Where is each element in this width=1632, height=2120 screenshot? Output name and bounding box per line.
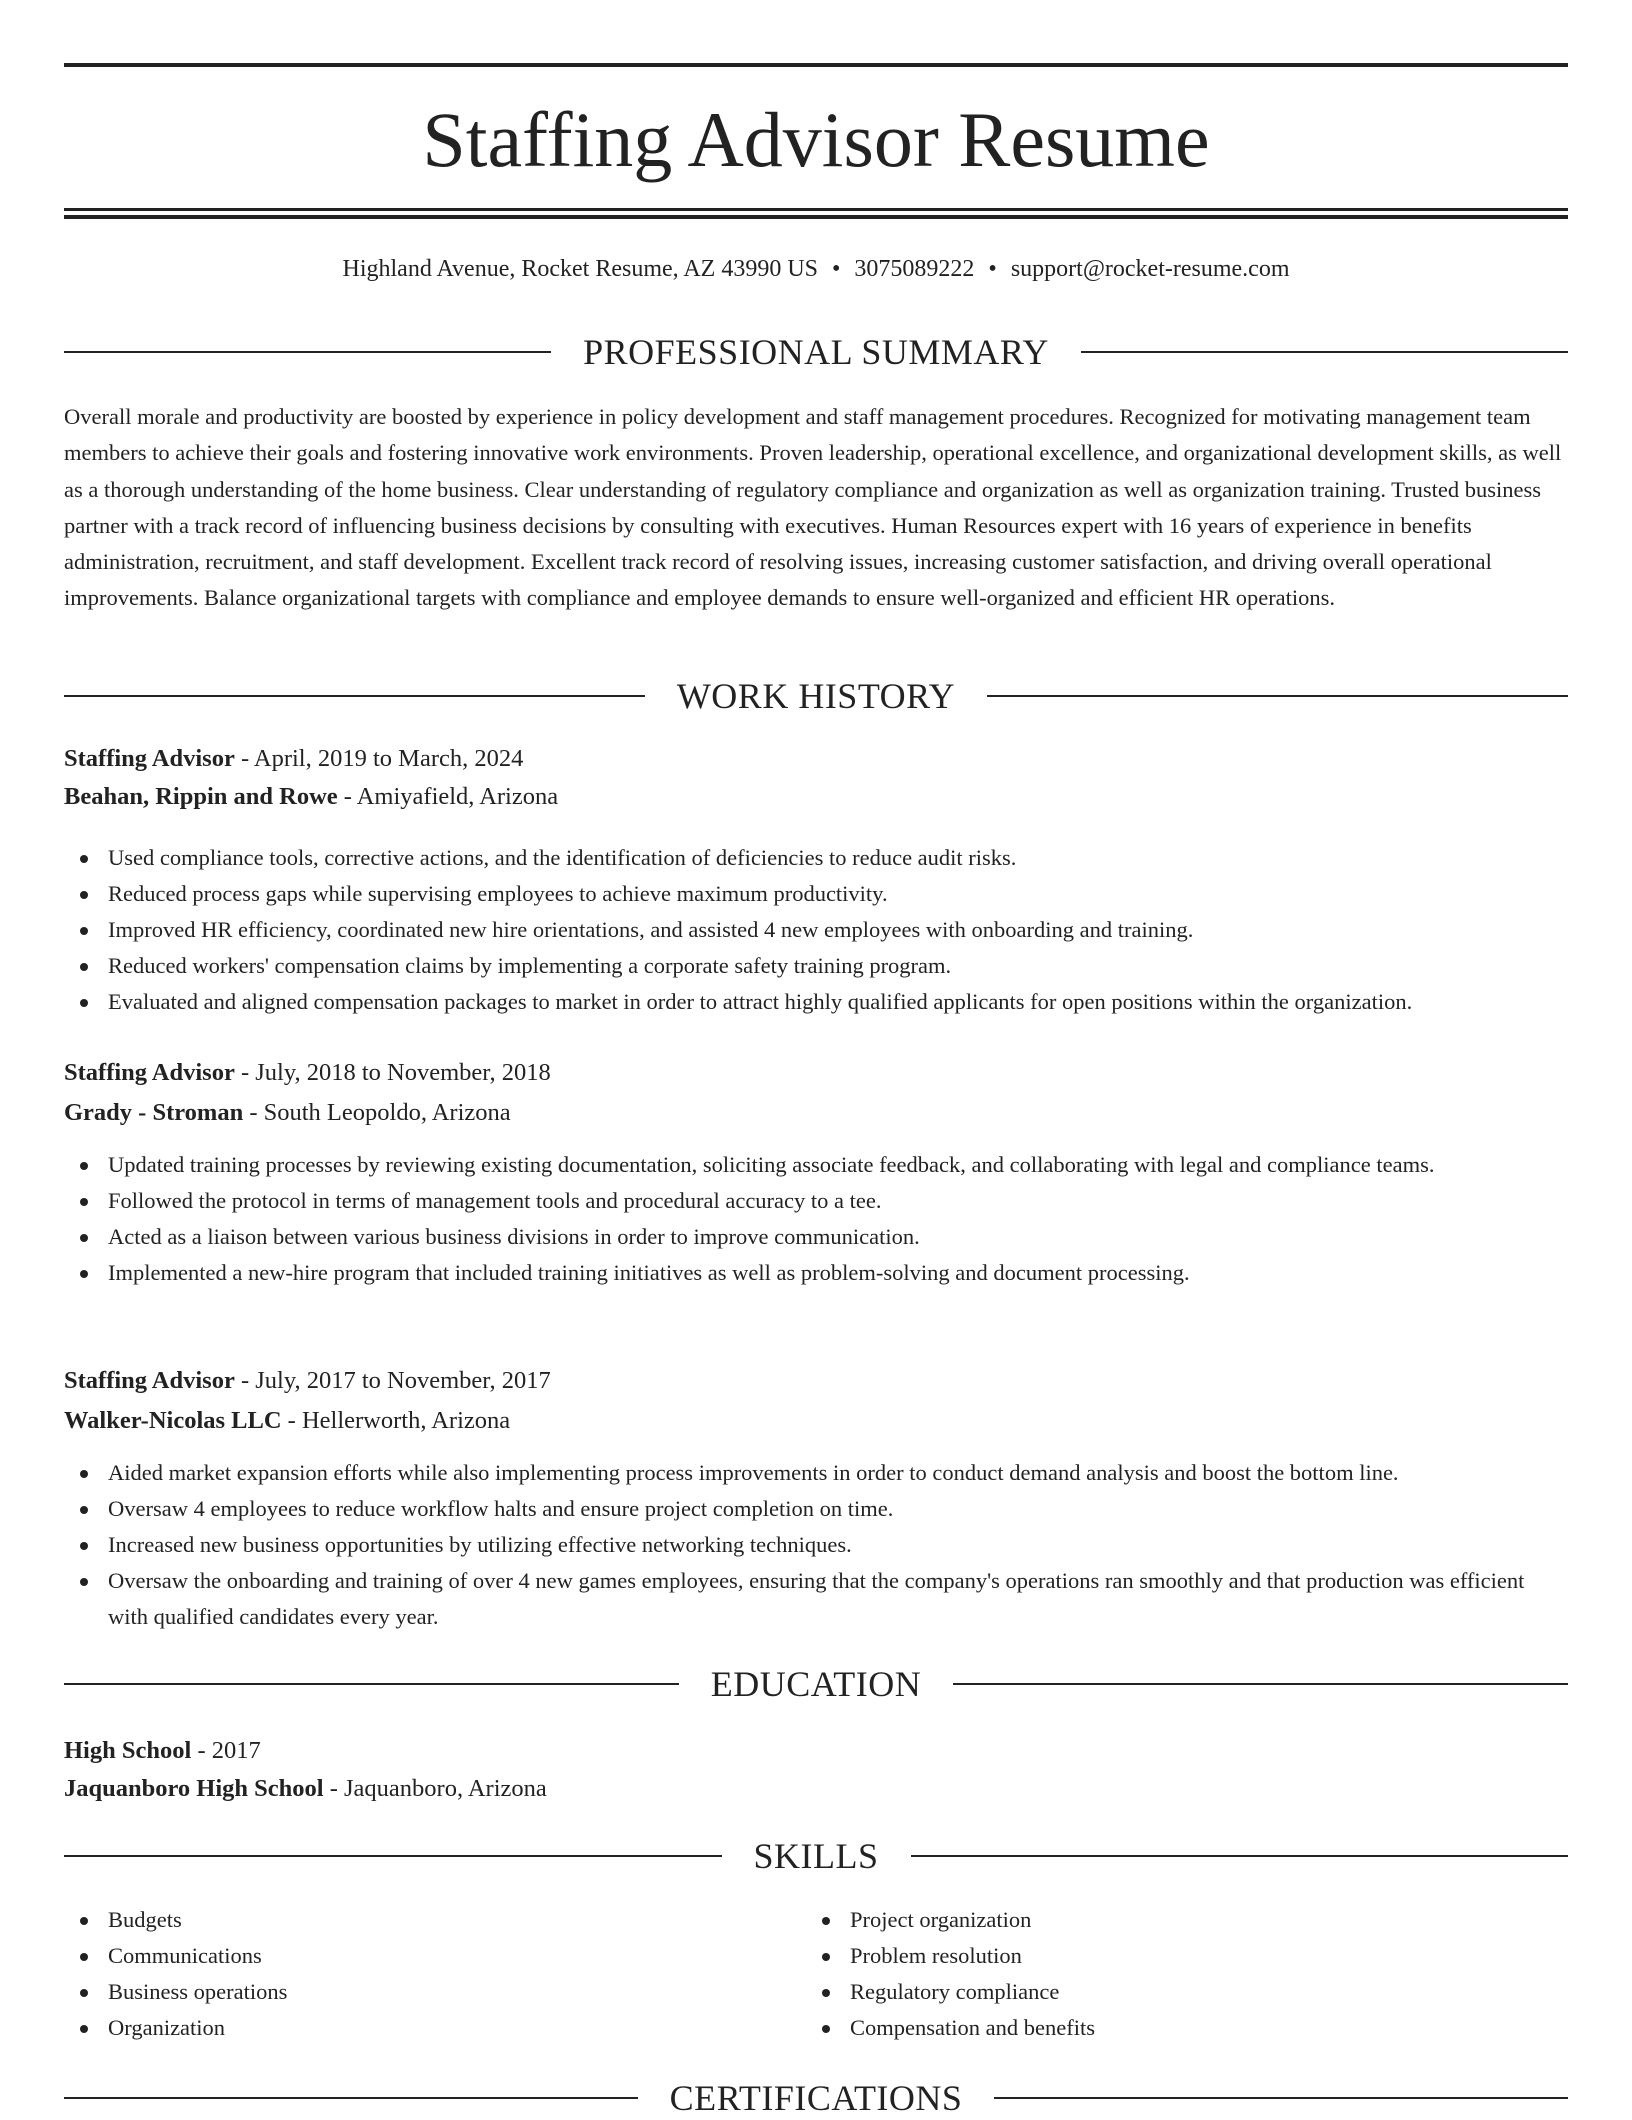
job-location: - Amiyafield, Arizona — [337, 783, 559, 810]
job-title: Staffing Advisor — [64, 745, 235, 772]
heading-rule — [994, 2097, 1568, 2099]
skill-item: Project organization — [850, 1902, 1566, 1938]
skill-item: Compensation and benefits — [850, 2010, 1566, 2046]
list-item: Reduced workers' compensation claims by implementing a corporate safety training program. — [108, 948, 1568, 984]
section-title: WORK HISTORY — [676, 676, 956, 716]
job-dates: - April, 2019 to March, 2024 — [234, 745, 524, 772]
skill-item: Organization — [108, 2010, 804, 2046]
section-heading-education — [64, 1662, 1568, 1706]
skills-list-right — [806, 1902, 1566, 2046]
heading-rule — [64, 351, 551, 353]
top-rule — [64, 63, 1568, 67]
list-item: Oversaw the onboarding and training of over 4 new games employees, ensuring that the company's operations ran smoothly and that production was efficient with qualified candidates every year. — [108, 1563, 1568, 1635]
job-dates: - July, 2018 to November, 2018 — [234, 1059, 551, 1086]
job-title-line — [64, 742, 1568, 776]
heading-rule — [987, 695, 1568, 697]
job-location: - Hellerworth, Arizona — [281, 1407, 511, 1434]
section-title: PROFESSIONAL SUMMARY — [583, 332, 1049, 372]
contact-address: Highland Avenue, Rocket Resume, AZ 43990 US — [342, 256, 818, 282]
job-title: Staffing Advisor — [64, 1367, 235, 1394]
job-company-line — [64, 780, 1568, 814]
list-item: Reduced process gaps while supervising employees to achieve maximum productivity. — [108, 876, 1568, 912]
section-title: CERTIFICATIONS — [669, 2078, 963, 2118]
heading-rule — [64, 2097, 638, 2099]
section-heading-skills — [64, 1834, 1568, 1878]
section-heading-summary — [64, 330, 1568, 374]
section-title: SKILLS — [753, 1836, 879, 1876]
section-heading-work-history — [64, 674, 1568, 718]
list-item: Oversaw 4 employees to reduce workflow halts and ensure project completion on time. — [108, 1491, 1568, 1527]
job-bullets — [64, 1455, 1568, 1635]
education-school: Jaquanboro High School — [64, 1775, 324, 1802]
heading-rule — [64, 1855, 722, 1857]
skill-item: Problem resolution — [850, 1938, 1566, 1974]
education-degree: High School — [64, 1737, 192, 1764]
list-item: Increased new business opportunities by utilizing effective networking techniques. — [108, 1527, 1568, 1563]
job-dates: - July, 2017 to November, 2017 — [234, 1367, 551, 1394]
section-heading-certifications — [64, 2076, 1568, 2120]
contact-line — [64, 253, 1568, 285]
skill-item: Business operations — [108, 1974, 804, 2010]
job-title-line — [64, 1364, 1568, 1398]
heading-rule — [64, 1683, 679, 1685]
list-item: Aided market expansion efforts while also implementing process improvements in order to conduct demand analysis and boost the bottom line. — [108, 1455, 1568, 1491]
skills-list-left — [64, 1902, 804, 2046]
contact-separator: • — [988, 256, 997, 282]
skill-item: Communications — [108, 1938, 804, 1974]
contact-email: support@rocket-resume.com — [1010, 256, 1290, 282]
contact-phone: 3075089222 — [854, 256, 975, 282]
education-year: - 2017 — [191, 1737, 261, 1764]
list-item: Implemented a new-hire program that included training initiatives as well as problem-solving and document processing. — [108, 1255, 1568, 1291]
list-item: Followed the protocol in terms of management tools and procedural accuracy to a tee. — [108, 1183, 1568, 1219]
job-location: - South Leopoldo, Arizona — [243, 1099, 511, 1126]
list-item: Evaluated and aligned compensation packages to market in order to attract highly qualified applicants for open positions within the organization. — [108, 984, 1568, 1020]
summary-paragraph: Overall morale and productivity are boosted by experience in policy development and staff management procedures. Recognized for motivating management team members to achieve their goals and fostering innovative work environments. Proven leadership, operational excellence, and organizational development skills, as well as a thorough understanding of the home business. Clear understanding of regulatory compliance and organization as well as organization training. Trusted business partner with a track record of influencing business decisions by consulting with executives. Human Resources expert with 16 years of experience in benefits administration, recruitment, and staff development. Excellent track record of resolving issues, increasing customer satisfaction, and driving overall operational improvements. Balance organizational targets with compliance and employee demands to ensure well-organized and efficient HR operations. — [64, 404, 1562, 611]
list-item: Acted as a liaison between various business divisions in order to improve communication. — [108, 1219, 1568, 1255]
job-company-line — [64, 1404, 1568, 1438]
list-item: Used compliance tools, corrective actions, and the identification of deficiencies to reduce audit risks. — [108, 840, 1568, 876]
heading-rule — [953, 1683, 1568, 1685]
job-title-line — [64, 1056, 1568, 1090]
job-title: Staffing Advisor — [64, 1059, 235, 1086]
heading-rule — [911, 1855, 1569, 1857]
page-title: Staffing Advisor Resume — [422, 96, 1210, 183]
section-title: EDUCATION — [710, 1664, 922, 1704]
list-item: Updated training processes by reviewing existing documentation, soliciting associate feedback, and collaborating with legal and compliance teams. — [108, 1147, 1568, 1183]
job-company: Grady - Stroman — [64, 1099, 244, 1126]
list-item: Improved HR efficiency, coordinated new hire orientations, and assisted 4 new employees with onboarding and training. — [108, 912, 1568, 948]
skill-item: Regulatory compliance — [850, 1974, 1566, 2010]
skill-item: Budgets — [108, 1902, 804, 1938]
education-location: - Jaquanboro, Arizona — [323, 1775, 547, 1802]
job-bullets — [64, 1147, 1568, 1291]
heading-rule — [64, 695, 645, 697]
title-rule-lower — [64, 215, 1568, 219]
job-bullets — [64, 840, 1568, 1020]
education-school-line — [64, 1772, 1568, 1806]
title-rule-upper — [64, 208, 1568, 211]
job-company: Beahan, Rippin and Rowe — [64, 783, 338, 810]
contact-separator: • — [832, 256, 841, 282]
education-degree-line — [64, 1734, 1568, 1768]
job-company: Walker-Nicolas LLC — [64, 1407, 282, 1434]
heading-rule — [1081, 351, 1568, 353]
job-company-line — [64, 1096, 1568, 1130]
